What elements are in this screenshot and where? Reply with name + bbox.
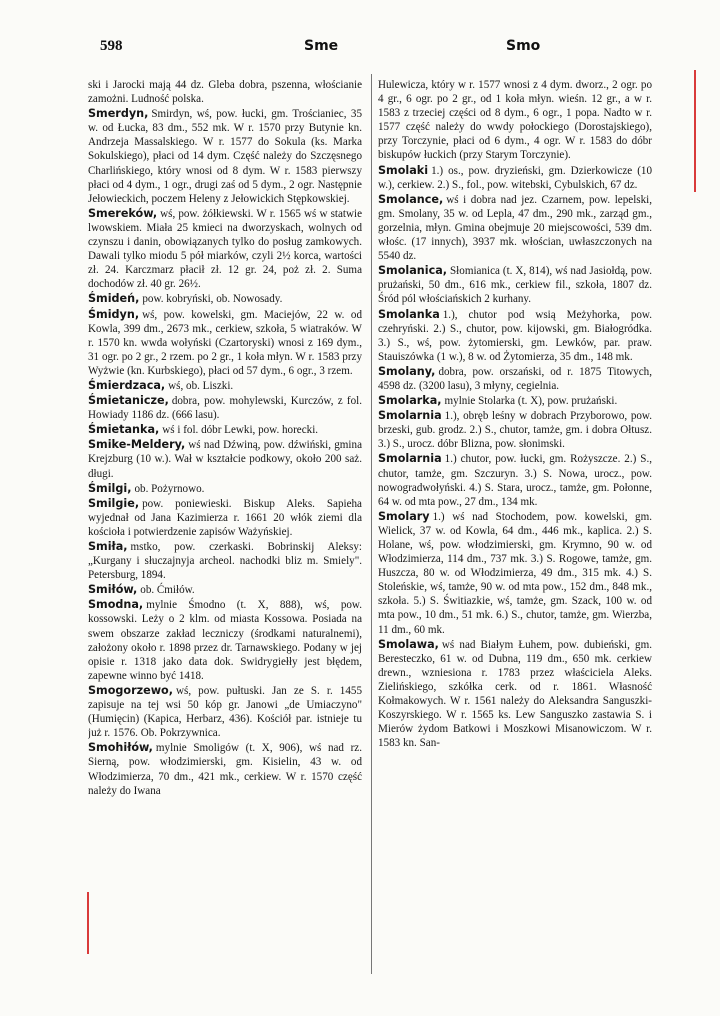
- entry-text: Słomianica (t. X, 814), wś nad Jasiołdą, pow. prużański, 50 dm., 616 mk., cerkiew fil., szkoła, 1807 dz. Śród pól włościańskich 2 kurhany.: [378, 265, 652, 306]
- dictionary-entry: [378, 164, 652, 192]
- dictionary-entry: [88, 107, 362, 206]
- dictionary-entry: [378, 452, 652, 508]
- entry-headword: Smolaki: [378, 163, 429, 177]
- dictionary-entry: [88, 741, 362, 797]
- entry-headword: Smodna,: [88, 598, 144, 612]
- entry-text: wś i dobra nad jez. Czarnem, pow. lepelski, gm. Smolany, 35 w. od Lepla, 47 dm., 290 mk., zarząd gm., gorzelnia, młyn. Gmina obejmuje 20 miejscowości, 539 dm. włośc. (17 innych), 3937 mk. włościan, uwłaszczonych na 5540 dz.: [378, 193, 652, 263]
- entry-text: mylnie Smoligów (t. X, 906), wś nad rz. Sierną, pow. włodzimierski, gm. Kisielin, 43 w. od Włodzimierza, 70 dm., 421 mk., cerkiew. W r. 1570 część należy do Iwana: [88, 742, 362, 797]
- dictionary-entry: [378, 78, 652, 163]
- dictionary-entry: [88, 308, 362, 378]
- entry-text: Smirdyn, wś, pow. łucki, gm. Trościaniec, 35 w. od Łucka, 83 dm., 552 mk. W r. 1570 przy Butynie kn. Andrzeja Massalskiego. W r. 1577 do Sokula (ks. Marka Sokulskiego), płaci od 14 dym. Część należy do Szczęsnego Charlińskiego, który wnosi od 8 dym. W r. 1583 pierwszy płaci od 4 dym., 1 ogr., drugi zaś od 5 dym., 2 ogr. Następnie Jełowieckich, poczem Heleny z Jełowickich Stępkowskiej.: [88, 108, 362, 205]
- entry-text: mylnie Śmodno (t. X, 888), wś, pow. kossowski. Leży o 2 klm. od miasta Kossowa. Posiada na swem obszarze zakład leczniczy (środkami naturalnemi), założony około r. 1898 przez dr. Tarnawskiego. Podany w jej opisie r. 1318 jako data dok. Swidrygiełły jest błędem, zapewne winno być 1418.: [88, 599, 362, 682]
- dictionary-entry: [88, 598, 362, 683]
- entry-text: 1.), chutor pod wsią Meżyhorka, pow. czehryński. 2.) S., chutor, pow. kijowski, gm. Białogródka. 3.) S., wś, pow. żytomierski, gm. Lewków, par. praw. Stauiszówka (1 w.), 8 w. od Żytomierza, 35 dm., 148 mk.: [378, 308, 652, 363]
- entry-headword: Smolawa,: [378, 637, 439, 651]
- dictionary-entry: [378, 394, 652, 408]
- dictionary-entry: [88, 78, 362, 106]
- dictionary-entry: [378, 193, 652, 263]
- entry-text: wś nad Białym Łuhem, pow. dubieński, gm. Beresteczko, 61 w. od Dubna, 119 dm., 650 mk. cerkiew drewn., wzniesiona r. 1783 przez właściciela Aleks. Zielińskiego, szkółka cerk. od r. 1861. Własność Kołmakowych. W r. 1561 należy do Aleksandra Sanguszki-Koszyrskiego. W r. 1565 ks. Lew Sanguszko zastawia S. i Mierów żydom Batkowi i Moszkowi Misanowiczom. W r. 1583 kn. San-: [378, 638, 652, 750]
- entry-headword: Śmietanka,: [88, 423, 160, 437]
- entry-text: ob. Pożyrnowo.: [134, 482, 205, 495]
- dictionary-entry: [88, 497, 362, 539]
- entry-text: Hulewicza, który w r. 1577 wnosi z 4 dym. dworz., 2 ogr. po 4 gr., 6 ogr. po 2 gr., od 1 koła młyn. wieśn. 12 gr., a w r. 1583 z trzeciej części od 8 dym., 6 ogr., 1 popa. Nadto w r. 1577 część należy do wwdy połockiego (Dorostajskiego), przy Torczynie, płaci od 6 dym., 4 ogr. W r. 1583 do dóbr biskupów łuckich (przy Starym Torczynie).: [378, 79, 652, 162]
- entry-headword: Smike-Meldery,: [88, 438, 186, 452]
- entry-text: wś, ob. Liszki.: [168, 379, 234, 392]
- entry-text: mylnie Stolarka (t. X), pow. prużański.: [444, 395, 618, 408]
- entry-headword: Smolarnia: [378, 409, 442, 423]
- entry-text: dobra, pow. mohylewski, Kurczów, z fol. Howiady 1186 dz. (666 lasu).: [88, 395, 362, 422]
- entry-text: ski i Jarocki mają 44 dz. Gleba dobra, pszenna, włościanie zamożni. Ludność polska.: [88, 79, 362, 106]
- dictionary-entry: [88, 394, 362, 422]
- entry-text: dobra, pow. orszański, od r. 1875 Titowych, 4598 dz. (3200 lasu), 3 młyny, cegielnia.: [378, 365, 652, 392]
- dictionary-entry: [378, 638, 652, 751]
- entry-text: wś, pow. kowelski, gm. Maciejów, 22 w. od Kowla, 399 dm., 2673 mk., cerkiew, szkoła, 5 wiatraków. W r. 1570 kn. wwda wołyński (Czartoryski) wnosi z 169 dym., 31 ogr. po 2 gr., 2 rzem. po 2 gr., 1 koła młyn. W r. 1583 przy Wyżwie (kn. Kurbskiego), płaci od 57 dym., 6 ogr., 3 rzem.: [88, 308, 362, 377]
- entry-text: 1.) chutor, pow. łucki, gm. Rożyszcze. 2.) S., chutor, tamże, gm. Szczuryn. 3.) S. Nowa, urocz., pow. nowogradwołyński. 4.) S. Stara, urocz., tamże, gm. Połonne, 64 w. od mta pow., 27 dm., 134 mk.: [378, 453, 652, 508]
- entry-headword: Śmideń,: [88, 292, 140, 306]
- red-margin-mark: [87, 892, 89, 954]
- dictionary-entry: [88, 540, 362, 582]
- entry-headword: Smereków,: [88, 206, 158, 220]
- left-running-head: Sme: [304, 38, 339, 54]
- dictionary-entry: [88, 583, 362, 597]
- entry-text: mstko, pow. czerkaski. Bobrinskij Aleksy: „Kurgany i słuczajnyja archeol. nachodki bliz m. Smiely". Petersburg, 1894.: [88, 541, 362, 582]
- entry-headword: Śmidyn,: [88, 307, 140, 321]
- entry-headword: Śmierdzaca,: [88, 378, 166, 392]
- dictionary-entry: [88, 438, 362, 480]
- right-running-head: Smo: [506, 38, 541, 54]
- dictionary-entry: [378, 308, 652, 364]
- entry-headword: Smolany,: [378, 364, 436, 378]
- dictionary-entry: [378, 510, 652, 637]
- dictionary-entry: [88, 379, 362, 393]
- entry-text: wś, pow. żółkiewski. W r. 1565 wś w statwie lwowskiem. Miała 25 kmieci na dworzyskach, wolnych od czynszu i danin, obowiązanych tylko do posług zamkowych. Dawali tylko miodu 5 pół miarków, czyli 2½ korca, wartości zł. 24. Karczmarz płacił zł. 12 gr. 24, poż zł. 2. Suma dochodów zł. 40 gr. 26½.: [88, 207, 362, 291]
- entry-headword: Smolanica,: [378, 264, 448, 278]
- entry-text: pow. poniewieski. Biskup Aleks. Sapieha wyjednał od Jana Kazimierza r. 1661 20 włók ziemi dla kościoła i potwierdzenie zapisów Ważyńskiej.: [88, 497, 362, 538]
- entry-headword: Smolarnia: [378, 452, 442, 466]
- entry-headword: Smiłów,: [88, 583, 138, 597]
- entry-headword: Smilgie,: [88, 496, 140, 510]
- entry-headword: Smolary: [378, 509, 430, 523]
- entry-headword: Smolarka,: [378, 394, 442, 408]
- entry-headword: Smerdyn,: [88, 107, 149, 121]
- entry-text: wś nad Dźwiną, pow. dźwiński, gmina Krejzburg (10 w.). Wał w kształcie podkowy, około 200 saż. długi.: [88, 439, 362, 480]
- entry-headword: Śmilgi,: [88, 481, 132, 495]
- entry-text: wś, pow. pułtuski. Jan ze S. r. 1455 zapisuje na tej wsi 50 kóp gr. Janowi „de Umiaczyno" (Humięcin) (Kapica, Herbarz, 436). Kościół par. istnieje tu już r. 1576. Ob. Pokrzywnica.: [88, 684, 362, 740]
- entry-text: wś i fol. dóbr Lewki, pow. horecki.: [162, 424, 319, 437]
- dictionary-entry: [88, 423, 362, 437]
- entry-headword: Smogorzewo,: [88, 683, 173, 697]
- entry-headword: Śmietanicze,: [88, 394, 169, 408]
- entry-headword: Smiła,: [88, 540, 128, 553]
- red-margin-mark: [694, 70, 696, 192]
- dictionary-entry: [378, 264, 652, 306]
- entry-text: pow. kobryński, ob. Nowosady.: [142, 293, 283, 306]
- dictionary-entry: [88, 207, 362, 292]
- dictionary-entry: [88, 292, 362, 306]
- column-divider: [371, 74, 372, 974]
- dictionary-entry: [88, 684, 362, 740]
- entry-text: 1.), obręb leśny w dobrach Przyborowo, pow. brzeski, gub. grodz. 2.) S., chutor, tamże, gm. i dobra Ołtusz. 3.) S., urocz. dóbr Blizna, pow. słonimski.: [378, 410, 652, 451]
- entry-headword: Smohiłów,: [88, 741, 153, 755]
- page-number: 598: [100, 38, 123, 54]
- entry-headword: Smolance,: [378, 192, 444, 206]
- right-column: [378, 78, 652, 996]
- entry-headword: Smolanka: [378, 307, 440, 321]
- page-header: [86, 38, 660, 60]
- dictionary-entry: [378, 365, 652, 393]
- entry-text: 1.) wś nad Stochodem, pow. kowelski, gm. Wielick, 37 w. od Kowla, 64 dm., 446 mk., kaplica. 2.) S. Holane, wś, pow. włodzimierski, gm. Krymno, 90 w. od Włodzimierza, 114 dm., 737 mk. 3.) S. Rogowe, tamże, gm. Huszcza, 80 w. od Włodzimierza, 49 dm., 315 mk. 4.) S. Stoleńskie, wś, tamże, 90 w. od mta pow., 152 dm., 848 mk., szkoła. 5.) S. Świtiazkie, wś, tamże, gm. Szack, 100 w. od mta pow., 10 dm., 51 mk. 6.) S., chutor, tamże, gm. Wierzba, 11 dm., 60 mk.: [378, 510, 652, 636]
- entry-text: 1.) os., pow. dryzieński, gm. Dzierkowicze (10 w.), cerkiew. 2.) S., fol., pow. witebski, Cybulskich, 67 dz.: [378, 164, 652, 191]
- dictionary-entry: [88, 482, 362, 496]
- entry-text: ob. Ćmiłów.: [140, 584, 195, 597]
- dictionary-entry: [378, 409, 652, 451]
- left-column: [88, 78, 362, 996]
